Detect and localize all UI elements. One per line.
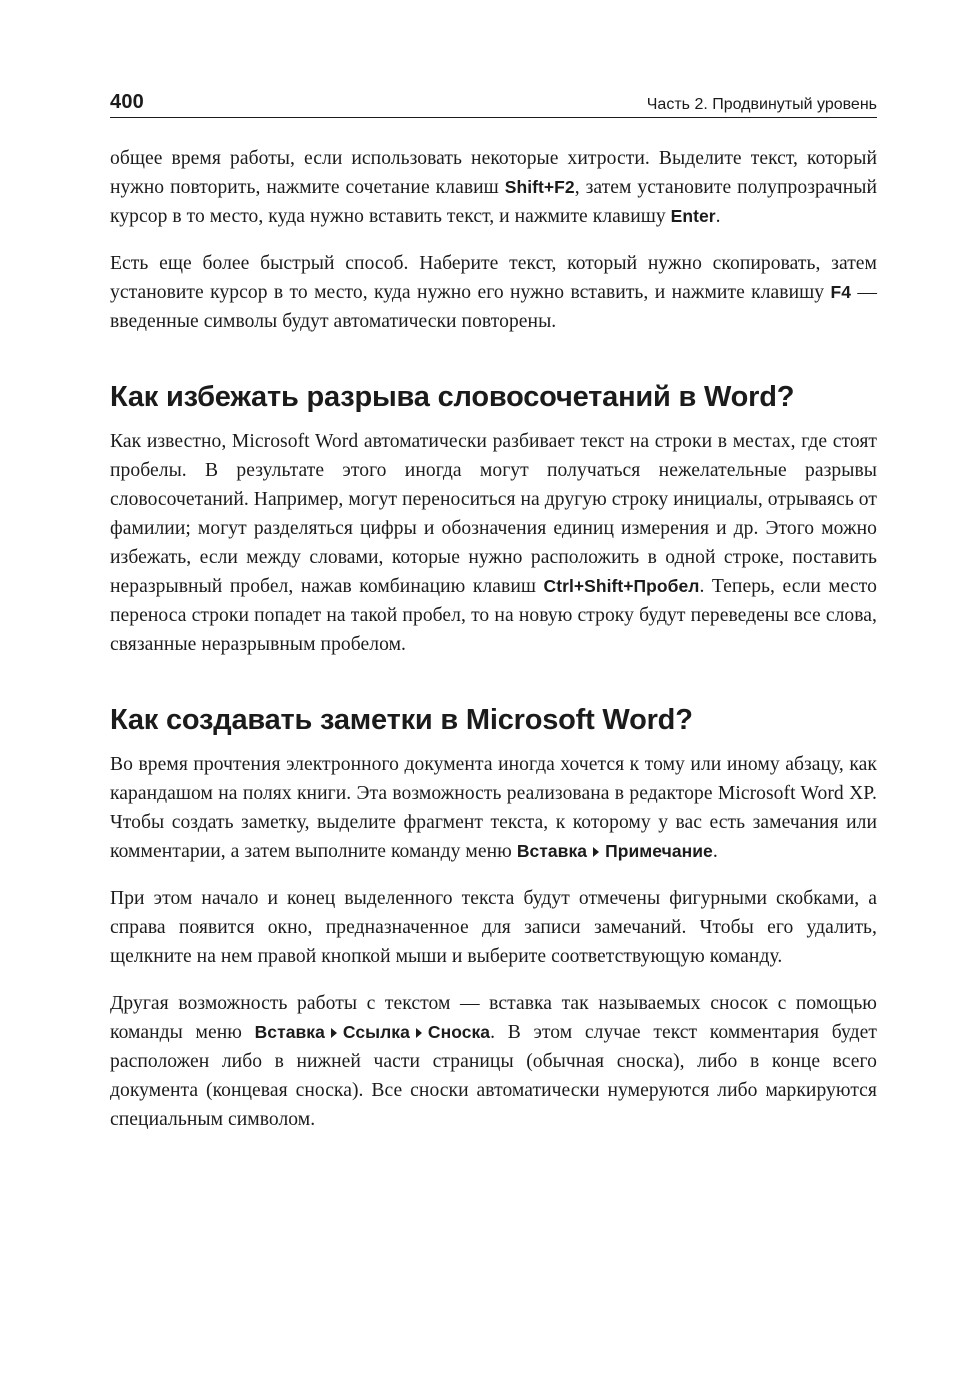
paragraph-3 xyxy=(110,427,877,659)
paragraph-text: , затем установите полупрозрачный курсор в то место, куда нужно вставить текст, и нажмите клавишу xyxy=(110,177,877,227)
page-content xyxy=(110,144,877,1134)
menu-item-reference: Ссылка xyxy=(342,1022,410,1042)
running-header xyxy=(110,86,877,118)
paragraph-1 xyxy=(110,144,877,231)
heading-word-breaks: Как избежать разрыва словосочетаний в Word? xyxy=(110,381,795,413)
book-page xyxy=(110,86,877,1134)
paragraph-text: общее время работы, если использовать некоторые хитрости. Выделите текст, который нужно повторить, нажмите сочетание клавиш xyxy=(110,148,877,198)
paragraph-text: Во время прочтения электронного документа иногда хочется к тому или иному абзацу, как карандашом на полях книги. Эта возможность реализована в редакторе Microsoft Word XP. Чтобы создать заметку, выделите фрагмент текста, к которому у вас есть замечания или комментарии, а затем выполните команду меню xyxy=(110,754,877,862)
page-number: 400 xyxy=(110,91,144,113)
shortcut-shift-f2: Shift+F2 xyxy=(504,177,575,197)
menu-item-insert: Вставка xyxy=(254,1022,325,1042)
paragraph-5 xyxy=(110,884,877,971)
paragraph-text: Другая возможность работы с текстом — вставка так называемых сносок с помощью команды меню xyxy=(110,993,877,1043)
shortcut-ctrl-shift-space: Ctrl+Shift+Пробел xyxy=(543,576,700,596)
paragraph-4 xyxy=(110,750,877,866)
paragraph-text: . Теперь, если место переноса строки попадет на такой пробел, то на новую строку будут переведены все слова, связанные неразрывным пробелом. xyxy=(110,576,877,655)
menu-arrow-icon xyxy=(416,1028,422,1038)
menu-item-comment: Примечание xyxy=(605,841,713,861)
menu-arrow-icon xyxy=(331,1028,337,1038)
menu-item-insert: Вставка xyxy=(516,841,588,861)
paragraph-text: — введенные символы будут автоматически повторены. xyxy=(110,282,878,332)
shortcut-enter: Enter xyxy=(670,206,716,226)
paragraph-text: . xyxy=(715,206,721,227)
paragraph-text: Как известно, Microsoft Word автоматически разбивает текст на строки в местах, где стоят пробелы. В результате этого иногда могут получаться нежелательные разрывы словосочетаний. Например, могут переноситься на другую строку инициалы, отрываясь от фамилии; могут разделяться цифры и обозначения единиц измерения и др. Этого можно избежать, если между словами, которые нужно расположить в одной строке, поставить неразрывный пробел, нажав комбинацию клавиш xyxy=(110,431,877,597)
paragraph-text: . xyxy=(712,841,718,862)
paragraph-text: Есть еще более быстрый способ. Наберите текст, который нужно скопировать, затем установите курсор в то место, куда нужно его нужно вставить, и нажмите клавишу xyxy=(110,253,877,303)
paragraph-text: При этом начало и конец выделенного текста будут отмечены фигурными скобками, а справа появится окно, предназначенное для записи замечаний. Чтобы его удалить, щелкните на нем правой кнопкой мыши и выберите соответствующую команду. xyxy=(110,888,877,967)
shortcut-f4: F4 xyxy=(830,282,852,302)
menu-item-footnote: Сноска xyxy=(427,1022,491,1042)
paragraph-6 xyxy=(110,989,877,1134)
paragraph-text: . В этом случае текст комментария будет расположен либо в нижней части страницы (обычная сноска), либо в конце всего документа (концевая сноска). Все сноски автоматически нумеруются либо маркируются специальным символом. xyxy=(110,1022,877,1130)
paragraph-2 xyxy=(110,249,877,336)
menu-arrow-icon xyxy=(593,847,599,857)
section-title: Часть 2. Продвинутый уровень xyxy=(646,96,877,113)
heading-notes: Как создавать заметки в Microsoft Word? xyxy=(110,704,693,736)
